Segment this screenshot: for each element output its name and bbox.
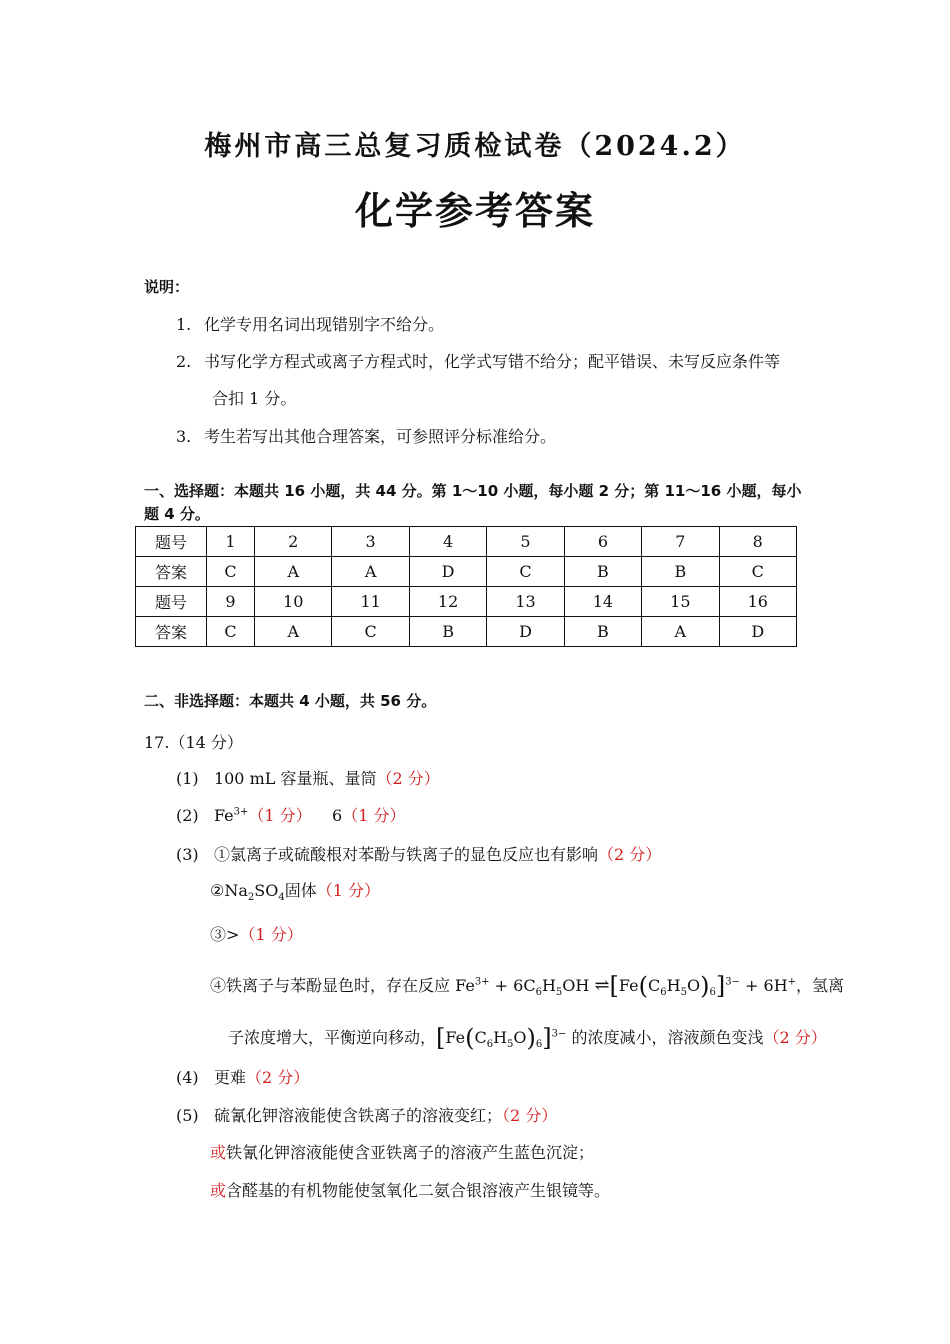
- section-1-heading: 一、选择题：本题共 16 小题，共 44 分。第 1～10 小题，每小题 2 分；第 11～16 小题，每小题 4 分。: [144, 482, 802, 523]
- section2-q17-p2-pts1: （1 分）: [248, 806, 312, 825]
- q17-part-5-line-3: [210, 1178, 610, 1201]
- section1-row2-ans-5: B: [564, 617, 641, 647]
- note-3: [176, 424, 556, 447]
- section2-q17-p5-num: (5): [176, 1106, 199, 1125]
- section2-q17-p3-eq-complex-fe: Fe: [445, 1028, 466, 1047]
- section2-q17-p3-eq-oh: OH: [562, 976, 590, 995]
- section1-row1-nums-0: 1: [207, 527, 255, 557]
- section2-q17-p3-eq-h-sup: +: [787, 976, 797, 988]
- section2-q17-p5-or-word: 或: [210, 1143, 227, 1162]
- section2-q17-p5-or-word: 或: [210, 1181, 227, 1200]
- section1-row1-nums-7: 8: [719, 527, 796, 557]
- section2-q17-p2-pts2: （1 分）: [342, 806, 406, 825]
- section2-q17-p3-eq-complex-h: H: [666, 976, 681, 995]
- section2-q17-p3-s1: ①氯离子或硫酸根对苯酚与铁离子的显色反应也有影响: [213, 845, 598, 864]
- section1-row2-ans-1: A: [255, 617, 332, 647]
- notes-items-2-text: 考生若写出其他合理答案，可参照评分标准给分。: [204, 427, 557, 446]
- section2-q17-p1-num: (1): [176, 769, 199, 788]
- section1-row-label-q: 题号: [136, 587, 207, 617]
- section1-row1-nums-3: 4: [409, 527, 486, 557]
- section2-q17-p3-eq-complex-n: 6: [709, 987, 716, 999]
- section1-row1-nums-4: 5: [487, 527, 564, 557]
- section2-q17-p3-eq-h: H: [541, 976, 556, 995]
- section2-q17-p3-eq-complex-c: C: [474, 1028, 487, 1047]
- notes-items-1-num: 2.: [176, 352, 192, 371]
- section1-row1-nums-5: 6: [564, 527, 641, 557]
- section2-q17-p4-text: 更难: [213, 1068, 246, 1087]
- section1-row2-ans-4: D: [487, 617, 564, 647]
- section1-row1-ans-3: D: [409, 557, 486, 587]
- section1-row2-nums-6: 15: [642, 587, 719, 617]
- section2-q17-p3-eq-complex-h: H: [493, 1028, 508, 1047]
- section2-q17-p2-val: 6: [332, 806, 343, 825]
- section1-row2-nums-5: 14: [564, 587, 641, 617]
- q17-part-3-4-continued: 子浓度增大，平衡逆向移动，$[Fe(C_6H_5O)_6]^{3-}$ 的浓度减小，溶液颜色变浅（2 分）: [228, 1024, 827, 1052]
- section2-q17-p3-eq-complex-h-sub: 5: [680, 987, 687, 999]
- section2-q17-p3-s4-tail: ，氢离: [796, 976, 845, 995]
- section1-row1-ans-6: B: [642, 557, 719, 587]
- table-row: [136, 617, 797, 647]
- section2-q17-p3-eq-complex-charge: 3−: [551, 1028, 567, 1040]
- section1-row2-nums-7: 16: [719, 587, 796, 617]
- section2-q17-p3-s2b: SO: [254, 881, 279, 900]
- section2-q17-p3-eq-plus1: + 6C: [489, 976, 536, 995]
- section2-q17-p3-s4a: ④铁离子与苯酚显色时，存在反应: [210, 976, 451, 995]
- section2-q17-p3-s2c: 固体: [284, 881, 317, 900]
- section2-q17-p5-l1: 硫氰化钾溶液能使含铁离子的溶液变红；: [213, 1106, 502, 1125]
- q17-part-3-1: [176, 842, 661, 865]
- question-17-title: 17.（14 分）: [144, 733, 243, 752]
- q17-part-1: [176, 766, 440, 789]
- q17-part-3-4: [210, 972, 844, 1000]
- section2-q17-p3-eq-complex-charge: 3−: [725, 976, 740, 988]
- note-1: [176, 312, 444, 335]
- section1-row1-ans-5: B: [564, 557, 641, 587]
- section2-q17-p3-s2-sub1: 2: [247, 892, 255, 904]
- section2-q17-p3-eq-complex-h-sub: 5: [507, 1039, 514, 1051]
- section2-q17-p3-s3-pts: （1 分）: [239, 925, 303, 944]
- section2-q17-p3-s2a: ②Na: [210, 881, 248, 900]
- reaction-equation: $Fe^{3+} + 6C_6H_5OH$ $\rightleftharpoons[Fe(C_6H_5O)_6]^{3-} + 6H^+$: [455, 972, 797, 1000]
- section2-q17-p4-pts: （2 分）: [245, 1068, 310, 1087]
- section1-row1-ans-1: A: [255, 557, 332, 587]
- exam-title: 梅州市高三总复习质检试卷（2024.2）: [204, 131, 746, 162]
- answer-key-title: 化学参考答案: [354, 189, 595, 233]
- section1-row2-ans-0: C: [207, 617, 255, 647]
- section2-q17-p3-eq-c-sub: 6: [535, 987, 542, 999]
- section1-row2-nums-4: 13: [487, 587, 564, 617]
- section2-q17-p3-s3: ③>: [210, 925, 240, 944]
- section1-row2-ans-3: B: [409, 617, 486, 647]
- section2-q17-p2-ion-sup: 3+: [233, 806, 249, 818]
- section2-q17-p3-num: (3): [176, 845, 199, 864]
- answer-table: [135, 526, 797, 647]
- table-row: [136, 587, 797, 617]
- section2-q17-p3-s1-pts: （2 分）: [597, 845, 662, 864]
- q17-part-2: [176, 803, 405, 826]
- section1-row1-nums-6: 7: [642, 527, 719, 557]
- notes-label: 说明：: [144, 278, 190, 296]
- notes-items-1-text: 书写化学方程式或离子方程式时，化学式写错不给分；配平错误、未写反应条件等: [204, 352, 781, 371]
- section2-q17-p3-s4-pts: （2 分）: [763, 1028, 827, 1047]
- section2-q17-p5-l2: 铁氰化钾溶液能使含亚铁离子的溶液产生蓝色沉淀；: [226, 1143, 595, 1162]
- section2-q17-p3-eq-complex-fe: Fe: [618, 976, 639, 995]
- section2-q17-p2-num: (2): [176, 806, 199, 825]
- section2-q17-p3-eq-fe: Fe: [455, 976, 475, 995]
- section2-q17-p5-l1-pts: （2 分）: [501, 1106, 558, 1125]
- section1-row2-ans-6: A: [642, 617, 719, 647]
- q17-part-3-3: [210, 922, 303, 945]
- section2-q17-p3-eq-complex-o: O: [513, 1028, 527, 1047]
- section1-row2-nums-2: 11: [332, 587, 409, 617]
- section1-row2-nums-1: 10: [255, 587, 332, 617]
- section1-row1-ans-7: C: [719, 557, 796, 587]
- section2-q17-p3-eq-complex-o: O: [686, 976, 701, 995]
- section2-q17-p3-eq-plus2: + 6H: [739, 976, 788, 995]
- section2-q17-p3-s2-pts: （1 分）: [316, 881, 381, 900]
- section2-q17-p3-eq-arrow: ⇌: [594, 975, 610, 996]
- section1-row1-nums-1: 2: [255, 527, 332, 557]
- note-2-continued: 合扣 1 分。: [212, 389, 297, 408]
- section2-q17-p3-s2-sub2: 4: [278, 892, 285, 904]
- section-2-heading: 二、非选择题：本题共 4 小题，共 56 分。: [144, 692, 437, 710]
- section1-row-label-q: 题号: [136, 527, 207, 557]
- section2-q17-p3-eq-complex-c-sub: 6: [660, 987, 667, 999]
- section2-q17-p3-s4c: 的浓度减小，溶液颜色变浅: [571, 1028, 764, 1047]
- q17-part-4: [176, 1065, 309, 1088]
- section1-row-label-a: 答案: [136, 557, 207, 587]
- section2-q17-p3-eq-complex-c: C: [647, 976, 661, 995]
- table-row: [136, 557, 797, 587]
- section1-row1-ans-4: C: [487, 557, 564, 587]
- section1-row-label-a: 答案: [136, 617, 207, 647]
- notes-items-0-num: 1.: [176, 315, 192, 334]
- section2-q17-p3-eq-complex-n: 6: [535, 1039, 543, 1051]
- section2-q17-p3-eq-h-sub: 5: [555, 987, 563, 999]
- section2-q17-p3-eq-fe-sup: 3+: [474, 976, 490, 988]
- notes-items-2-num: 3.: [176, 427, 192, 446]
- section2-q17-p1-pts: （2 分）: [376, 769, 440, 788]
- section2-q17-p1-text: 100 mL 容量瓶、量筒: [213, 769, 377, 788]
- section2-q17-p2-ion: Fe: [213, 806, 234, 825]
- notes-items-0-text: 化学专用名词出现错别字不给分。: [204, 315, 445, 334]
- section1-row2-nums-3: 12: [409, 587, 486, 617]
- section2-q17-p4-num: (4): [176, 1068, 199, 1087]
- section2-q17-p5-l3: 含醛基的有机物能使氢氧化二氨合银溶液产生银镜等。: [226, 1181, 611, 1200]
- section1-row2-nums-0: 9: [207, 587, 255, 617]
- q17-part-5-line-1: [176, 1103, 557, 1126]
- section1-row1-ans-2: A: [332, 557, 409, 587]
- q17-part-3-2: [210, 878, 380, 903]
- note-2: [176, 349, 780, 372]
- section1-row1-nums-2: 3: [332, 527, 409, 557]
- q17-part-5-line-2: [210, 1140, 594, 1163]
- section2-q17-p3-s4b: 子浓度增大，平衡逆向移动，: [228, 1028, 437, 1047]
- section1-row1-ans-0: C: [207, 557, 255, 587]
- section2-q17-p3-eq-complex-c-sub: 6: [486, 1039, 494, 1051]
- table-row: [136, 527, 797, 557]
- section1-row2-ans-2: C: [332, 617, 409, 647]
- section1-row2-ans-7: D: [719, 617, 796, 647]
